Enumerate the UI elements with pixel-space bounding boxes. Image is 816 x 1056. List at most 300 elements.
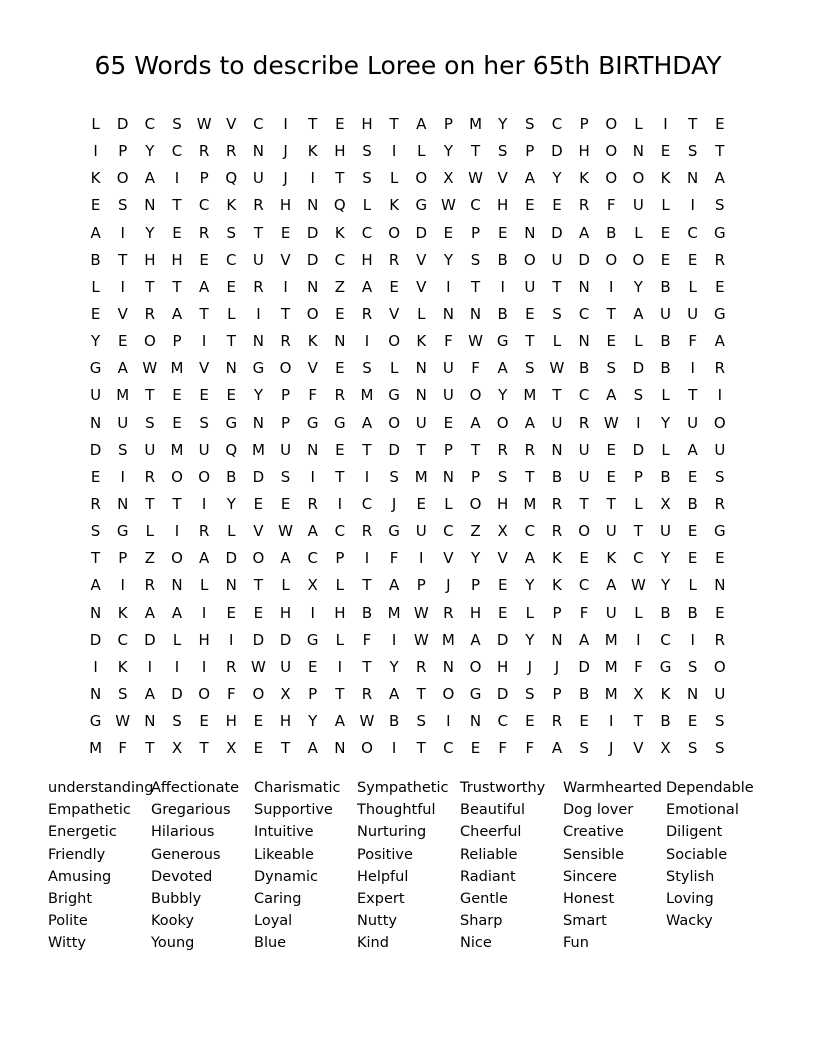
grid-letter: I <box>364 549 370 568</box>
grid-letter: B <box>660 359 671 378</box>
grid-letter: C <box>361 223 373 242</box>
grid-letter: S <box>172 115 182 134</box>
word-bank-item: Creative <box>563 824 624 841</box>
grid-letter: E <box>199 386 209 405</box>
grid-letter: F <box>226 685 236 704</box>
grid-letter: F <box>634 657 643 676</box>
grid-letter: G <box>225 413 238 432</box>
grid-letter: I <box>419 549 424 568</box>
grid-letter: K <box>416 332 427 351</box>
grid-letter: U <box>714 440 726 459</box>
word-bank-item: Loyal <box>254 913 293 930</box>
grid-letter: L <box>227 522 236 541</box>
grid-letter: T <box>552 277 562 296</box>
grid-letter: R <box>280 332 291 351</box>
grid-letter: S <box>145 413 155 432</box>
grid-letter: I <box>120 277 125 296</box>
grid-letter: R <box>714 495 726 514</box>
grid-letter: R <box>198 142 210 161</box>
word-bank-item: Affectionate <box>151 780 240 797</box>
grid-letter: R <box>497 440 508 459</box>
grid-letter: T <box>145 495 155 514</box>
grid-letter: U <box>415 522 427 541</box>
grid-letter: J <box>609 739 614 758</box>
grid-letter: I <box>636 630 641 649</box>
grid-letter: E <box>687 467 698 486</box>
grid-letter: T <box>606 495 616 514</box>
grid-letter: Y <box>253 386 263 405</box>
grid-letter: R <box>198 522 210 541</box>
grid-letter: Y <box>389 657 399 676</box>
grid-letter: G <box>713 223 726 242</box>
grid-letter: R <box>361 522 373 541</box>
word-bank-row <box>48 910 778 932</box>
grid-letter: C <box>117 630 128 649</box>
grid-letter: I <box>364 467 370 486</box>
grid-letter: G <box>659 657 672 676</box>
grid-letter: C <box>226 250 237 269</box>
grid-letter: I <box>283 115 288 134</box>
grid-letter: S <box>687 739 698 758</box>
grid-letter: U <box>280 440 292 459</box>
grid-letter: O <box>469 657 482 676</box>
grid-letter: K <box>660 169 671 188</box>
grid-letter: D <box>116 115 129 134</box>
grid-letter: F <box>579 603 589 622</box>
grid-letter: N <box>469 712 482 731</box>
grid-letter: A <box>280 549 291 568</box>
word-bank-item: Energetic <box>48 824 117 841</box>
grid-letter: A <box>144 685 155 704</box>
grid-letter: U <box>524 277 536 296</box>
grid-letter: E <box>660 223 671 242</box>
grid-letter: G <box>388 522 400 541</box>
word-bank-item: Cheerful <box>460 824 522 841</box>
grid-letter: E <box>660 250 671 269</box>
word-bank <box>48 777 778 955</box>
grid-letter: N <box>578 277 590 296</box>
word-bank-item: Generous <box>151 846 221 863</box>
grid-letter: N <box>307 196 319 215</box>
grid-letter: N <box>89 603 102 622</box>
grid-letter: P <box>443 440 453 459</box>
grid-letter: Q <box>333 196 346 215</box>
grid-row <box>82 165 734 192</box>
grid-letter: Q <box>225 169 238 188</box>
grid-letter: U <box>578 440 590 459</box>
grid-letter: L <box>362 196 372 215</box>
grid-letter: D <box>388 440 400 459</box>
grid-letter: E <box>226 277 237 296</box>
grid-letter: L <box>335 630 345 649</box>
grid-letter: P <box>281 386 291 405</box>
grid-letter: S <box>687 657 698 676</box>
grid-letter: O <box>713 657 726 676</box>
grid-letter: D <box>225 549 238 568</box>
grid-letter: T <box>308 115 318 134</box>
grid-letter: J <box>554 657 560 676</box>
word-bank-item: Positive <box>357 846 413 863</box>
grid-letter: I <box>174 657 180 676</box>
grid-letter: E <box>226 603 237 622</box>
grid-letter: T <box>280 305 291 324</box>
word-bank-item: Friendly <box>48 846 106 863</box>
grid-letter: W <box>630 576 646 595</box>
grid-letter: O <box>415 169 428 188</box>
grid-letter: T <box>525 467 535 486</box>
grid-row <box>82 545 734 572</box>
grid-letter: E <box>90 467 101 486</box>
grid-letter: O <box>469 386 482 405</box>
grid-letter: B <box>90 250 101 269</box>
grid-letter: P <box>199 169 209 188</box>
grid-letter: I <box>663 115 668 134</box>
grid-letter: C <box>443 522 454 541</box>
grid-letter: L <box>227 305 236 324</box>
grid-letter: K <box>552 576 562 595</box>
grid-letter: E <box>253 603 264 622</box>
grid-letter: C <box>307 549 318 568</box>
word-bank-row <box>48 888 778 910</box>
word-bank-row <box>48 844 778 866</box>
grid-letter: V <box>117 305 128 324</box>
grid-letter: E <box>470 739 481 758</box>
grid-letter: T <box>579 495 589 514</box>
grid-letter: N <box>225 359 237 378</box>
grid-letter: A <box>497 359 508 378</box>
grid-letter: G <box>89 712 102 731</box>
grid-letter: Y <box>525 576 535 595</box>
grid-letter: R <box>144 576 156 595</box>
grid-letter: E <box>687 522 698 541</box>
grid-letter: I <box>446 277 451 296</box>
grid-letter: L <box>525 603 534 622</box>
grid-letter: C <box>660 630 671 649</box>
grid-letter: U <box>687 413 699 432</box>
grid-letter: Y <box>525 630 535 649</box>
grid-letter: G <box>469 685 482 704</box>
word-search-grid <box>82 111 734 762</box>
grid-letter: R <box>388 250 400 269</box>
grid-letter: C <box>171 142 183 161</box>
grid-letter: K <box>307 142 318 161</box>
grid-letter: S <box>715 712 725 731</box>
grid-letter: O <box>442 685 455 704</box>
grid-letter: O <box>388 223 401 242</box>
grid-letter: C <box>443 739 454 758</box>
grid-letter: B <box>578 359 590 378</box>
grid-letter: M <box>387 603 401 622</box>
grid-letter: D <box>551 223 563 242</box>
grid-letter: N <box>469 305 482 324</box>
word-bank-item: Stylish <box>666 868 715 885</box>
grid-letter: I <box>120 223 125 242</box>
grid-letter: T <box>362 657 372 676</box>
grid-letter: B <box>361 603 373 622</box>
word-bank-item: Blue <box>254 935 287 952</box>
grid-letter: D <box>252 630 265 649</box>
grid-letter: A <box>687 440 698 459</box>
grid-letter: H <box>361 115 373 134</box>
grid-letter: B <box>551 467 563 486</box>
grid-letter: W <box>278 522 293 541</box>
word-bank-item: Nutty <box>357 913 397 930</box>
grid-letter: P <box>579 115 589 134</box>
grid-letter: B <box>660 712 671 731</box>
word-bank-row <box>48 932 778 954</box>
grid-letter: I <box>609 277 614 296</box>
grid-letter: L <box>661 386 670 405</box>
grid-letter: O <box>578 522 590 541</box>
grid-letter: E <box>606 440 616 459</box>
grid-letter: N <box>144 712 156 731</box>
grid-letter: A <box>307 522 318 541</box>
grid-letter: T <box>606 305 616 324</box>
grid-letter: E <box>280 223 291 242</box>
grid-letter: E <box>687 549 698 568</box>
grid-letter: Y <box>498 115 508 134</box>
grid-letter: W <box>115 712 131 731</box>
grid-letter: A <box>416 115 427 134</box>
grid-row <box>82 708 734 735</box>
grid-letter: K <box>606 549 617 568</box>
grid-letter: F <box>362 630 372 649</box>
grid-letter: I <box>337 657 343 676</box>
grid-letter: U <box>252 169 264 188</box>
grid-letter: U <box>144 440 156 459</box>
word-bank-item: Likeable <box>254 846 314 863</box>
grid-letter: S <box>715 467 725 486</box>
grid-letter: L <box>417 142 426 161</box>
grid-letter: C <box>144 115 156 134</box>
grid-letter: E <box>443 223 454 242</box>
grid-letter: I <box>201 495 207 514</box>
grid-letter: U <box>632 196 644 215</box>
grid-letter: D <box>551 142 563 161</box>
grid-letter: S <box>579 739 589 758</box>
grid-letter: T <box>199 305 209 324</box>
grid-letter: N <box>551 440 563 459</box>
grid-letter: T <box>525 332 535 351</box>
grid-row <box>82 735 734 762</box>
grid-letter: S <box>362 169 372 188</box>
grid-letter: E <box>525 712 535 731</box>
grid-letter: G <box>306 630 319 649</box>
grid-letter: P <box>308 685 318 704</box>
grid-letter: A <box>524 549 535 568</box>
grid-letter: O <box>198 685 211 704</box>
word-bank-item: Devoted <box>151 868 213 885</box>
grid-row <box>82 274 734 301</box>
grid-letter: D <box>578 657 590 676</box>
word-bank-item: Sociable <box>666 846 728 863</box>
grid-letter: E <box>715 549 725 568</box>
grid-letter: I <box>690 359 695 378</box>
grid-letter: U <box>551 413 563 432</box>
grid-letter: Y <box>633 277 643 296</box>
grid-letter: A <box>361 413 373 432</box>
grid-letter: M <box>414 467 428 486</box>
grid-letter: H <box>279 712 292 731</box>
grid-letter: S <box>525 685 535 704</box>
grid-letter: X <box>171 739 183 758</box>
grid-letter: R <box>714 630 726 649</box>
grid-letter: R <box>253 277 264 296</box>
grid-letter: I <box>391 739 397 758</box>
grid-letter: S <box>525 359 535 378</box>
grid-letter: L <box>91 115 100 134</box>
grid-letter: R <box>524 440 536 459</box>
grid-letter: T <box>335 169 345 188</box>
grid-letter: M <box>469 115 483 134</box>
grid-letter: S <box>416 712 427 731</box>
grid-letter: E <box>335 440 345 459</box>
grid-letter: N <box>415 359 427 378</box>
grid-letter: V <box>253 522 264 541</box>
grid-letter: U <box>280 657 292 676</box>
grid-letter: Q <box>225 440 238 459</box>
word-bank-item: Helpful <box>357 868 409 885</box>
grid-letter: Y <box>443 142 453 161</box>
grid-letter: X <box>633 685 644 704</box>
grid-row <box>82 247 734 274</box>
grid-letter: J <box>283 142 288 161</box>
grid-letter: N <box>252 332 265 351</box>
grid-letter: C <box>497 712 508 731</box>
grid-letter: A <box>90 223 101 242</box>
grid-letter: E <box>660 142 671 161</box>
grid-letter: Y <box>443 250 453 269</box>
grid-letter: I <box>364 332 370 351</box>
grid-letter: E <box>280 495 291 514</box>
grid-letter: D <box>89 440 102 459</box>
grid-letter: L <box>389 359 399 378</box>
word-bank-item: Caring <box>254 891 302 908</box>
grid-letter: A <box>388 685 400 704</box>
grid-letter: D <box>496 630 509 649</box>
grid-letter: U <box>660 305 672 324</box>
grid-letter: L <box>199 576 209 595</box>
word-bank-item: Trustworthy <box>460 780 546 797</box>
grid-letter: K <box>117 603 128 622</box>
grid-row <box>82 220 734 247</box>
grid-letter: R <box>90 495 101 514</box>
word-bank-item: Honest <box>563 891 615 908</box>
grid-letter: M <box>604 657 618 676</box>
grid-letter: A <box>171 305 183 324</box>
grid-letter: S <box>497 467 508 486</box>
word-bank-item: Loving <box>666 891 714 908</box>
grid-letter: E <box>172 413 182 432</box>
grid-letter: V <box>388 305 400 324</box>
grid-letter: U <box>687 305 699 324</box>
grid-letter: T <box>199 739 209 758</box>
grid-letter: T <box>416 685 426 704</box>
grid-letter: T <box>633 712 643 731</box>
grid-letter: T <box>552 386 562 405</box>
word-bank-item: Witty <box>48 935 86 952</box>
grid-letter: E <box>715 115 725 134</box>
grid-letter: L <box>634 223 643 242</box>
grid-letter: X <box>280 685 291 704</box>
word-bank-item: Supportive <box>254 802 333 819</box>
grid-row <box>82 437 734 464</box>
grid-letter: I <box>310 169 315 188</box>
grid-letter: R <box>226 657 237 676</box>
grid-letter: O <box>279 359 292 378</box>
grid-letter: Y <box>470 549 481 568</box>
grid-letter: T <box>172 196 182 215</box>
grid-letter: A <box>524 169 535 188</box>
grid-letter: S <box>362 359 372 378</box>
grid-letter: I <box>500 277 505 296</box>
grid-letter: S <box>525 115 535 134</box>
word-bank-item: Dynamic <box>254 868 318 885</box>
grid-letter: N <box>252 413 265 432</box>
grid-row <box>82 410 734 437</box>
grid-letter: O <box>171 549 183 568</box>
grid-letter: I <box>636 413 641 432</box>
grid-letter: I <box>391 630 397 649</box>
grid-letter: T <box>226 332 236 351</box>
grid-letter: H <box>469 603 482 622</box>
grid-letter: G <box>496 332 509 351</box>
grid-letter: A <box>606 576 617 595</box>
grid-letter: Z <box>470 522 481 541</box>
word-bank-item: Bubbly <box>151 891 202 908</box>
grid-letter: I <box>717 386 723 405</box>
grid-letter: J <box>527 657 533 676</box>
grid-letter: A <box>470 413 481 432</box>
grid-letter: M <box>251 440 265 459</box>
grid-letter: O <box>605 250 618 269</box>
grid-letter: V <box>280 250 291 269</box>
grid-letter: H <box>279 603 292 622</box>
grid-row <box>82 382 734 409</box>
grid-letter: W <box>468 332 483 351</box>
grid-letter: S <box>226 223 237 242</box>
grid-letter: W <box>142 359 158 378</box>
grid-letter: E <box>335 359 345 378</box>
grid-letter: O <box>523 250 536 269</box>
grid-letter: N <box>89 413 102 432</box>
grid-letter: Y <box>552 169 562 188</box>
grid-letter: P <box>471 576 481 595</box>
grid-letter: P <box>525 142 535 161</box>
grid-letter: P <box>172 332 182 351</box>
grid-letter: M <box>523 495 537 514</box>
grid-letter: V <box>497 549 508 568</box>
grid-letter: N <box>415 386 427 405</box>
word-bank-item: Sensible <box>563 846 625 863</box>
grid-letter: N <box>714 576 726 595</box>
grid-letter: O <box>496 413 509 432</box>
grid-letter: I <box>120 467 125 486</box>
grid-letter: A <box>199 549 210 568</box>
grid-letter: B <box>226 467 237 486</box>
grid-letter: M <box>170 359 184 378</box>
grid-letter: E <box>579 712 589 731</box>
grid-letter: O <box>605 115 618 134</box>
grid-letter: I <box>201 332 207 351</box>
word-bank-item: Young <box>151 935 195 952</box>
grid-letter: E <box>579 549 589 568</box>
grid-letter: J <box>446 576 451 595</box>
grid-letter: X <box>307 576 318 595</box>
grid-letter: A <box>171 603 183 622</box>
grid-letter: R <box>551 712 563 731</box>
grid-letter: K <box>660 685 671 704</box>
